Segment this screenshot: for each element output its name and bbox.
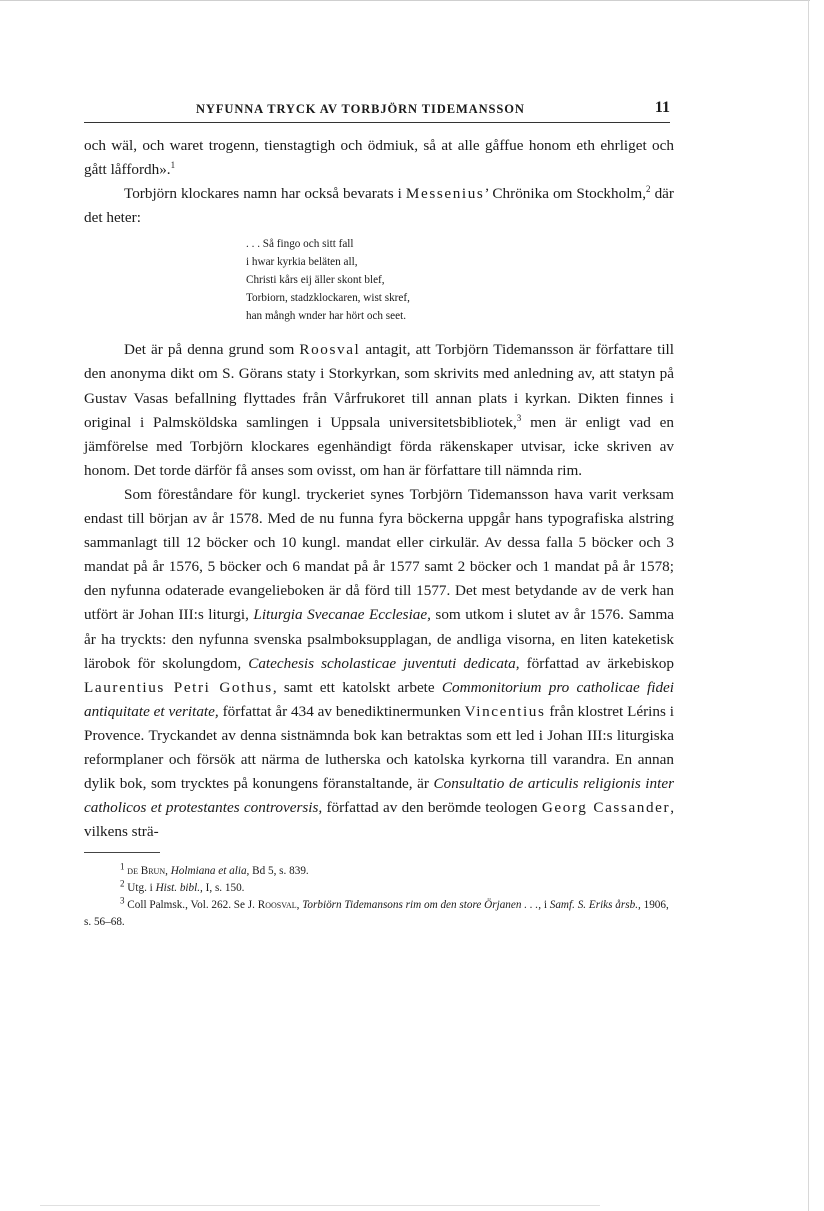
footnote-2 [84,880,674,897]
name-laurentius: Laurentius Petri Gothus [84,678,273,696]
poem-line: i hwar kyrkia beläten all, [246,256,358,269]
poem-line: Christi kårs eij äller skont blef, [246,274,385,287]
paragraph-3-text-c: men är enligt vad en jämförelse med Torbjörn klockares egenhändigt förda räkenskaper utvisar, icke skriven av honom. Det torde därför få anses som ovisst, om han är författare till nämnda rim. [84,413,675,479]
footnote-number: 1 [120,861,125,872]
footnote-ref-3: 3 [516,412,522,423]
footnote-journal: Samf. S. Eriks årsb., [549,899,641,912]
paragraph-2-text-a: Torbjörn klockares namn har också bevarats i [124,185,406,203]
footnote-text: Coll Palmsk., Vol. 262. Se J. [127,899,258,912]
footnote-number: 2 [120,878,125,889]
footnote-rule [84,852,160,853]
scan-edge-top [0,0,810,1]
footnote-text: Bd 5, s. 839. [249,865,309,878]
title-consultatio: Consultatio de articulis religionis inter catholicos et protestantes controversis, [84,775,674,817]
footnote-text: 1906, s. 56–68. [84,899,669,929]
poem-line: Torbiorn, stadzklockaren, wist skref, [246,292,410,305]
paragraph-4-text-d: , samt ett katolskt arbete [272,678,442,696]
paragraph-1 [84,134,674,182]
footnote-text: Utg. i [127,882,156,895]
footnote-ref-2: 2 [646,184,651,195]
poem-line: . . . Så fingo och sitt fall [246,238,354,251]
title-catechesis: Catechesis scholasticae juventuti dedicata, [248,654,520,672]
poem-quote [246,235,674,325]
paragraph-2-text-c: där det heter: [84,185,674,227]
paragraph-2-text-b: ’ Chrönika om Stockholm, [484,185,647,203]
running-title: NYFUNNA TRYCK AV TORBJÖRN TIDEMANSSON [196,102,525,116]
footnote-title: Hist. bibl., [155,882,203,895]
footnote-number: 3 [120,895,125,906]
name-roosval: Roosval [299,341,361,359]
title-liturgia: Liturgia Svecanae Ecclesiae, [253,606,431,624]
page-number: 11 [654,99,670,116]
footnote-3 [84,897,674,931]
name-cassander: Georg Cassander [541,799,671,817]
footnote-text: i [541,899,550,912]
name-messenius: Messenius [405,185,485,203]
title-commonitorium: Commonitorium pro catholicae fidei antiquitate et veritate, [84,678,675,720]
paragraph-4-text-b: som utkom i slutet av år 1576. Samma år ha tryckts: den nyfunna svenska psalmboksupplagan, de andliga visorna, en liten kateketisk lärobok för skolungdom, [84,606,674,672]
header-rule [84,122,670,123]
footnote-author: de Brun, [127,865,168,878]
book-page [84,96,674,931]
paragraph-4 [84,483,674,844]
footnote-ref-1: 1 [170,160,176,171]
name-vincentius: Vincentius [464,702,546,720]
poem-line: han mångh wnder har hört och seet. [246,310,406,323]
paragraph-4-text-h: , vilkens strä- [84,799,674,841]
footnote-title: Torbiörn Tidemansons rim om den store Örjanen . . ., [302,899,542,912]
paragraph-1-text: och wäl, och waret trogenn, tienstagtigh och ödmiuk, så at alle gåffue honom eth ehrliget och gått låffordh». [84,137,674,179]
paragraph-4-text-f: från klostret Lérins i Provence. Tryckandet av denna sistnämnda bok kan betraktas som ett led i Johan III:s liturgiska reformplaner och försök att närma de lutherska och katolska kyrkorna till varandra. En annan dylik bok, som trycktes på konungens föranstaltande, är [84,702,674,793]
footnotes [84,863,674,931]
body-text [84,134,674,844]
running-header [84,96,674,120]
footnote-text: I, s. 150. [202,882,245,895]
paragraph-4-text-g: författad av den berömde teologen [322,799,542,817]
scan-edge-right [808,0,809,1211]
footnote-author: Roosval, [257,899,300,912]
paragraph-4-text-a: Som föreståndare för kungl. tryckeriet synes Torbjörn Tidemansson hava varit verksam endast till början av år 1578. Med de nu funna fyra böckerna uppgår hans typografiska alstring sammanlagt till 12 böcker och 10 kungl. mandat eller cirkulär. Av dessa falla 5 böcker och 3 mandat på år 1576, 5 böcker och 6 mandat på år 1577 samt 2 böcker och 1 mandat på år 1578; den nyfunna odaterade evangelieboken är då förd till 1577. Det mest betydande av de verk han utfört är Johan III:s liturgi, [84,485,674,624]
paragraph-2 [84,182,674,230]
paragraph-4-text-e: författat år 434 av benediktinermunken [218,702,465,720]
paragraph-4-text-c: författad av ärkebiskop [519,654,674,672]
scan-edge-bottom [40,1205,600,1206]
paragraph-3-text-b: antagit, att Torbjörn Tidemansson är författare till den anonyma dikt om S. Görans staty i Storkyrkan, som skrivits med anledning av, att statyn på Gustav Vasas befallning flyttades från Vårfrukoret till annan plats i kyrkan. Dikten finnes i original i Palmsköldska samlingen i Uppsala universitetsbibliotek, [84,341,674,431]
paragraph-3 [84,338,674,483]
footnote-1 [84,863,674,880]
footnote-title: Holmiana et alia, [170,865,250,878]
paragraph-3-text-a: Det är på denna grund som [124,341,300,359]
